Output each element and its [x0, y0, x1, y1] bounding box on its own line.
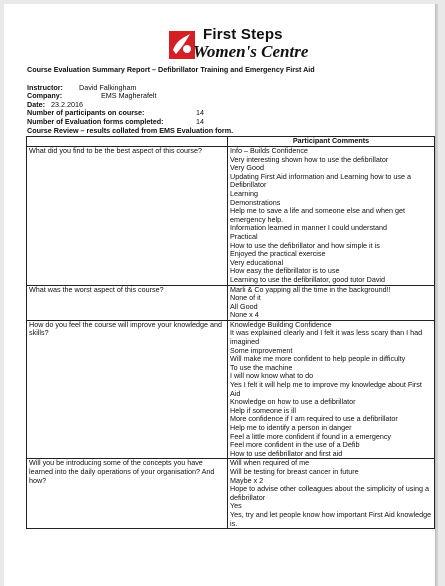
comment-line: Info – Builds Confidence — [230, 146, 308, 155]
comments-cell — [228, 147, 435, 286]
organisation-logo — [164, 26, 314, 64]
comment-line: Help me to identify a person in danger — [230, 423, 352, 432]
comment-line: Learning to use the defibrillator, good tutor David — [230, 274, 386, 284]
comment-line: Some improvement — [230, 345, 293, 355]
table-header-question — [27, 137, 228, 147]
company-row — [27, 92, 435, 101]
comments-cell — [228, 320, 435, 459]
comment-line: Updating First Aid information and Learning how to use a Defibrillator — [230, 171, 411, 190]
report-title: Course Evaluation Summary Report – Defibrillator Training and Emergency First Aid — [27, 65, 315, 74]
instructor-row — [27, 84, 435, 93]
table-row — [27, 459, 435, 529]
comment-line: It was explained clearly and I felt it was less scary than I had imagined — [230, 328, 423, 347]
comment-line: All Good — [230, 301, 258, 311]
company-label: Company: — [27, 91, 63, 101]
comment-line: Help me to save a life and someone else and when get emergency help. — [230, 206, 406, 224]
comment-line: Marli & Co yapping all the time in the background!! — [230, 284, 391, 294]
comment-line: Feel a little more confident if found in a emergency — [230, 431, 392, 441]
company-value: EMS Magherafelt — [101, 91, 157, 101]
table-row — [27, 320, 435, 459]
report-header — [27, 66, 435, 135]
comment-line: None x 4 — [230, 310, 259, 320]
logo-text-line1: First Steps — [203, 26, 283, 43]
comment-line: Demonstrations — [230, 197, 281, 207]
comment-line: How to use the defibrillator and how simple it is — [230, 240, 380, 250]
table-header-comments: Participant Comments — [228, 137, 435, 147]
comment-line: Maybe x 2 — [230, 475, 264, 485]
document-page — [4, 4, 436, 586]
comment-line: Will be testing for breast cancer in future — [230, 466, 359, 476]
comment-line: Information learned in manner I could understand — [230, 223, 388, 233]
comment-line: None of it — [230, 293, 261, 303]
comment-line: More confidence if I am required to use a defibrillator — [230, 414, 398, 424]
comment-line: How to use defibrillator and first aid — [230, 448, 343, 458]
date-label: Date: — [27, 99, 45, 109]
forms-value: 14 — [196, 116, 204, 126]
date-value: 23.2.2016 — [51, 99, 83, 109]
comment-line: Yes — [230, 501, 242, 511]
comment-line: How easy the defibrillator is to use — [230, 266, 340, 276]
comment-line: Yes, try and let people know how important First Aid knowledge is. — [230, 509, 432, 528]
comment-line: Enjoyed the practical exercise — [230, 249, 326, 259]
comment-line: Will when required of me — [230, 458, 310, 468]
question-cell: How do you feel the course will improve your knowledge and skills? — [27, 320, 228, 459]
comment-line: Learning — [230, 188, 258, 198]
participants-label: Number of participants on course: — [27, 108, 145, 118]
question-cell: What did you find to be the best aspect of this course? — [27, 147, 228, 286]
instructor-label: Instructor: — [27, 82, 63, 92]
question-cell: What was the worst aspect of this course? — [27, 285, 228, 320]
table-row — [27, 147, 435, 286]
comment-line: Yes I felt it will help me to improve my knowledge about First Aid — [230, 380, 422, 398]
comment-line: Knowledge on how to use a defibrillator — [230, 397, 356, 407]
instructor-value: David Falkingham — [79, 82, 137, 92]
evaluation-table — [26, 136, 435, 529]
comment-line: Practical — [230, 231, 258, 241]
comment-line: Help if someone is ill — [230, 405, 296, 415]
report-meta — [27, 84, 435, 136]
comment-line: Very educational — [230, 257, 284, 267]
comments-cell — [228, 459, 435, 529]
comment-line: To use the machine — [230, 362, 293, 372]
comment-line: Feel more confident in the use of a Defib — [230, 440, 360, 450]
comment-line: Knowledge Building Confidence — [230, 319, 332, 329]
review-heading: Course Review – results collated from EMS Evaluation form. — [27, 125, 234, 135]
comment-line: Hope to advise other colleagues about the simplicity of using a defibrillator — [230, 484, 429, 502]
comment-line: Very Good — [230, 163, 264, 173]
comment-line: I will now know what to do — [230, 371, 314, 381]
table-header-row — [27, 137, 435, 147]
logo-text-line2: Women's Centre — [193, 42, 309, 61]
comment-line: Very interesting shown how to use the defibrillator — [230, 154, 389, 164]
comment-line: Will make me more confident to help people in difficulty — [230, 354, 406, 364]
table-row — [27, 285, 435, 320]
participants-value: 14 — [196, 108, 204, 118]
question-cell: Will you be introducing some of the concepts you have learned into the daily operations of your organisation? And how? — [27, 459, 228, 529]
forms-label: Number of Evaluation forms completed: — [27, 116, 164, 126]
comments-cell — [228, 285, 435, 320]
